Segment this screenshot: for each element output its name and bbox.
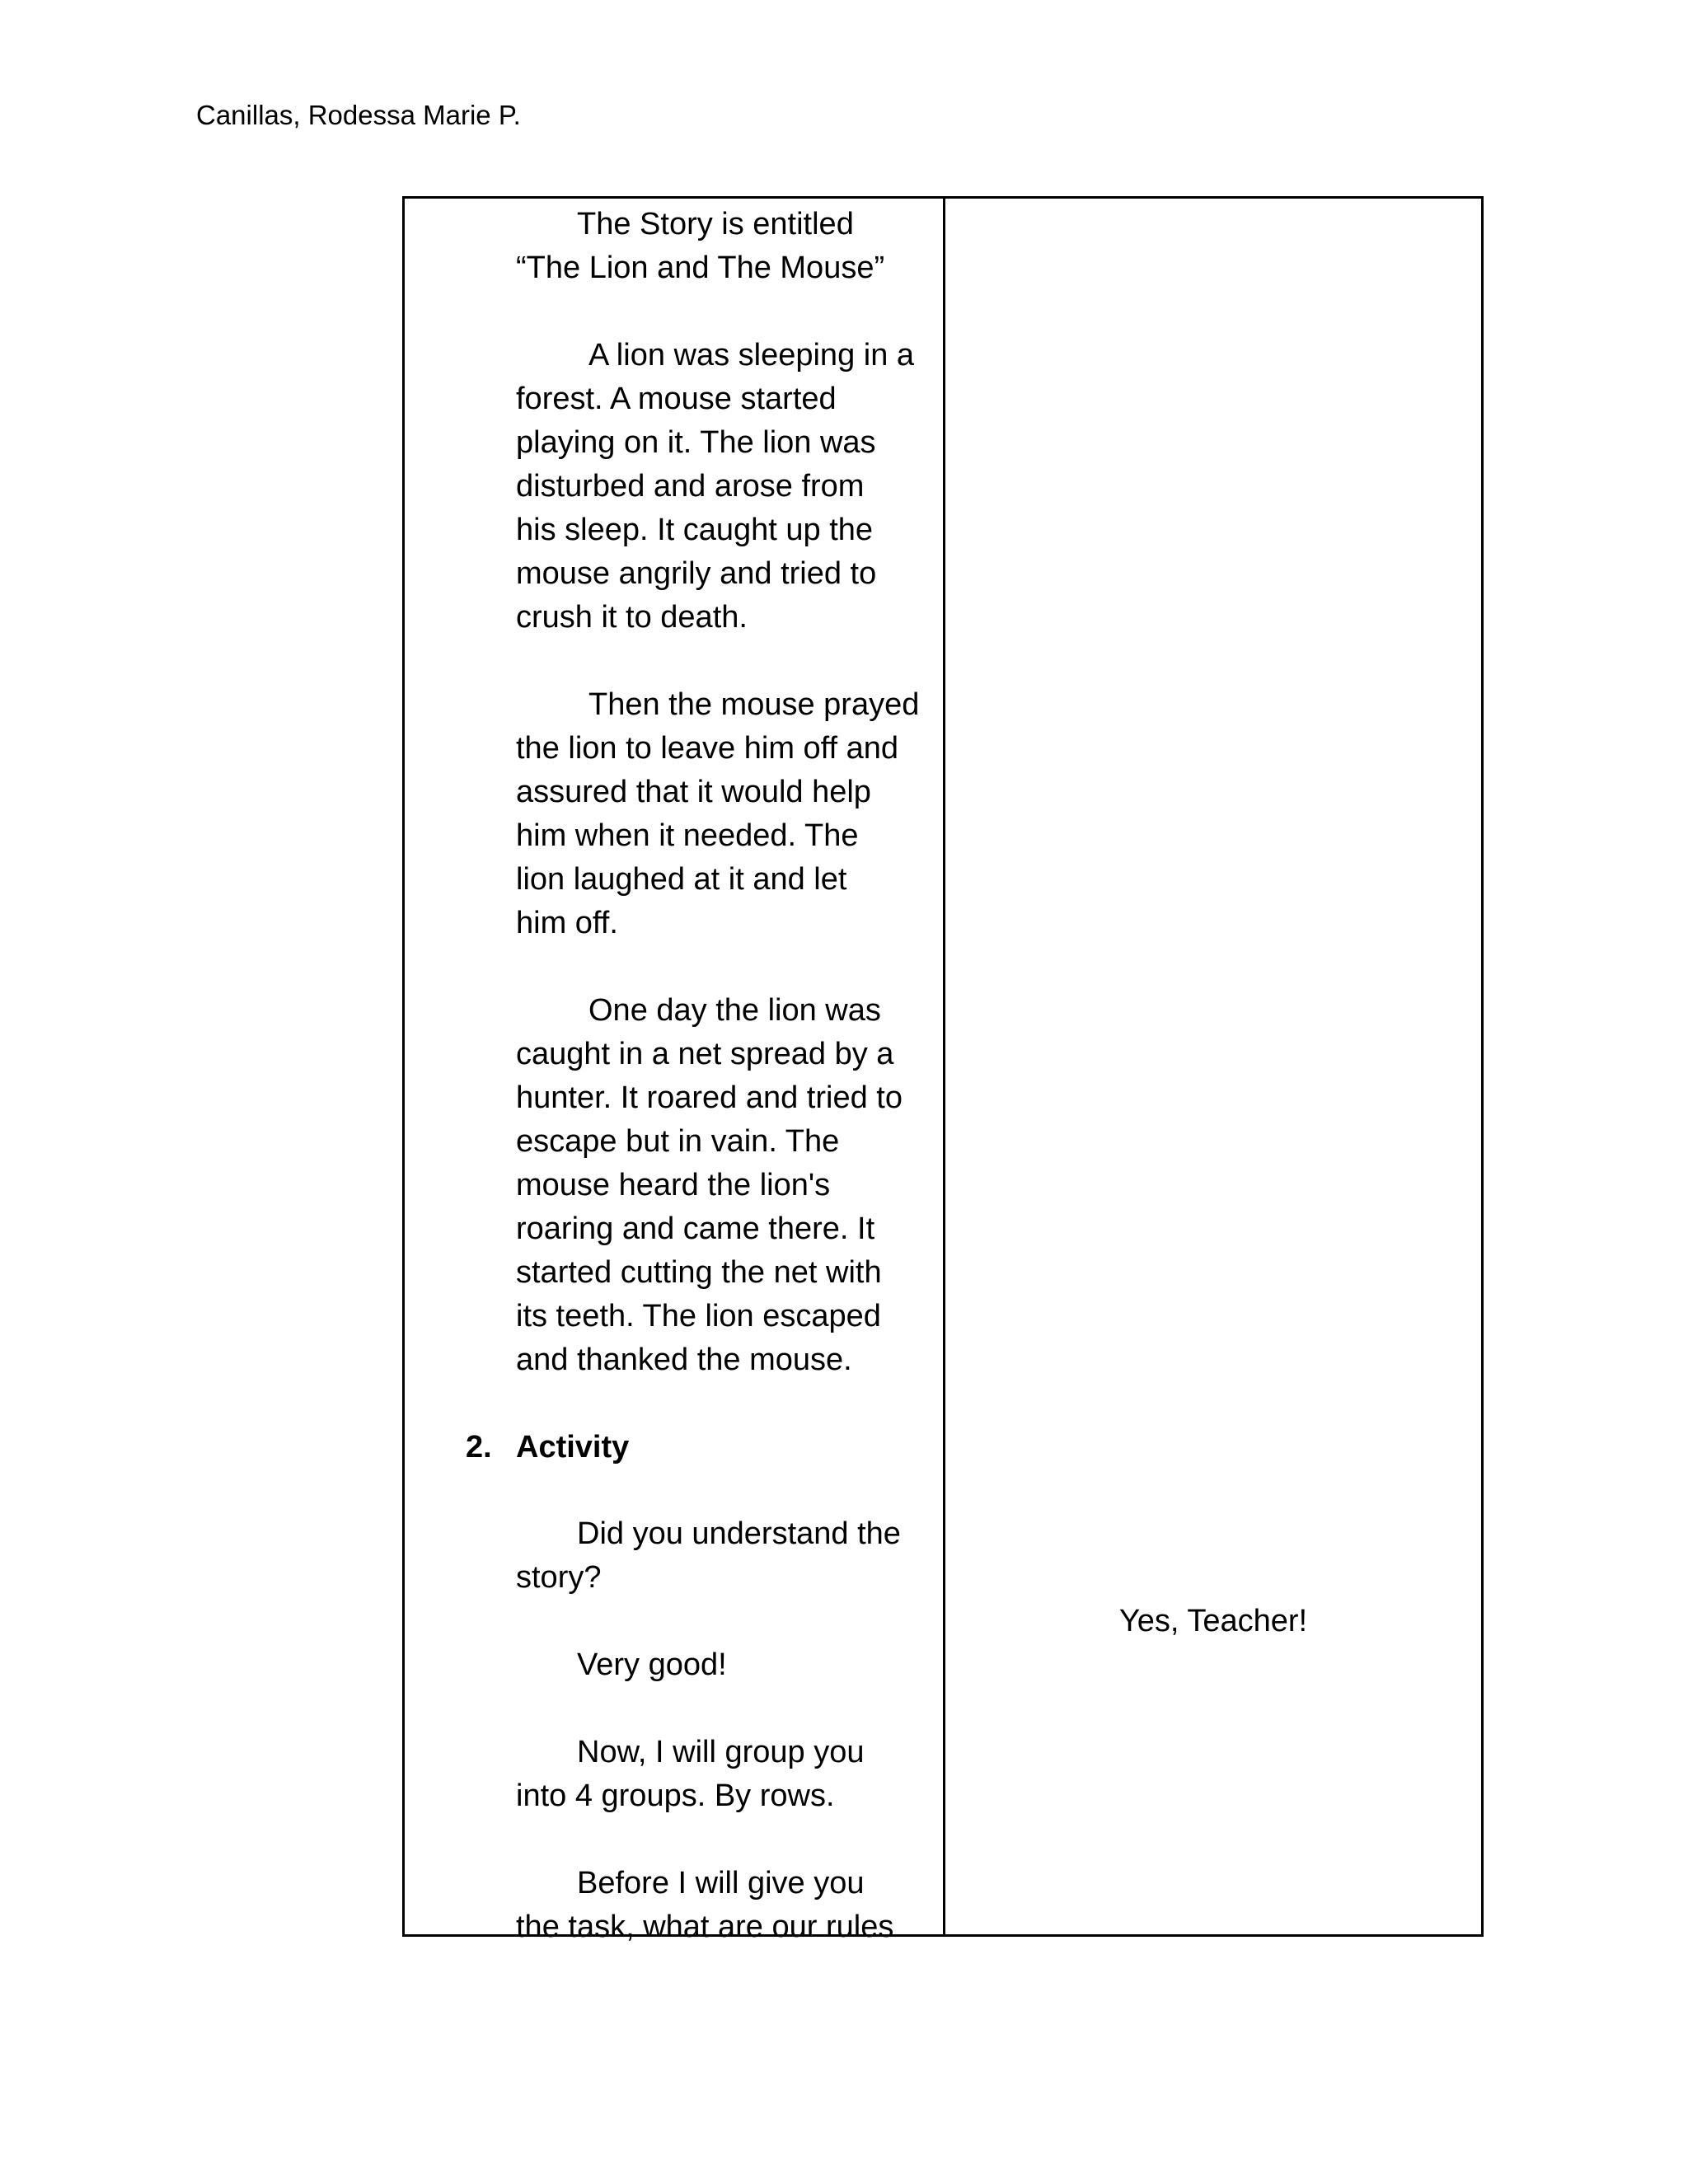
story-paragraph-1-line: mouse angrily and tried to: [516, 556, 877, 591]
story-title: “The Lion and The Mouse”: [516, 251, 885, 285]
teacher-activity-column: [466, 199, 945, 1944]
section-heading: Activity: [516, 1430, 630, 1465]
story-paragraph-2-line: the lion to leave him off and: [516, 731, 899, 766]
story-paragraph-3-line: mouse heard the lion's: [516, 1168, 831, 1202]
story-paragraph-1-line: forest. A mouse started: [516, 382, 837, 416]
lesson-plan-table: [402, 196, 1484, 1944]
story-paragraph-3-line: hunter. It roared and tried to: [516, 1080, 903, 1115]
author-name: Canillas, Rodessa Marie P.: [196, 100, 521, 130]
grouping-line: into 4 groups. By rows.: [516, 1779, 835, 1813]
story-paragraph-2-line: Then the mouse prayed: [588, 687, 920, 722]
story-paragraph-1-line: A lion was sleeping in a: [588, 338, 915, 373]
story-paragraph-1-line: his sleep. It caught up the: [516, 513, 874, 547]
story-paragraph-2-line: lion laughed at it and let: [516, 862, 847, 897]
story-paragraph-3-line: caught in a net spread by a: [516, 1037, 894, 1071]
question-line: story?: [516, 1560, 602, 1595]
story-paragraph-3-line: and thanked the mouse.: [516, 1343, 852, 1377]
story-paragraph-2-line: assured that it would help: [516, 775, 871, 809]
story-paragraph-2-line: him off.: [516, 906, 618, 940]
question-line: Did you understand the: [577, 1516, 901, 1551]
student-activity-column: [945, 199, 1481, 1934]
story-paragraph-1-line: playing on it. The lion was: [516, 425, 876, 460]
story-paragraph-3-line: its teeth. The lion escaped: [516, 1299, 881, 1333]
student-answer: Yes, Teacher!: [1118, 1604, 1308, 1638]
story-paragraph-3-line: started cutting the net with: [516, 1255, 882, 1290]
section-number: 2.: [466, 1430, 492, 1465]
rules-line: Before I will give you: [577, 1866, 865, 1900]
story-paragraph-3-line: One day the lion was: [588, 993, 881, 1028]
story-intro: The Story is entitled: [577, 207, 854, 241]
praise-line: Very good!: [577, 1647, 727, 1682]
story-paragraph-3-line: escape but in vain. The: [516, 1124, 840, 1159]
story-paragraph-3-line: roaring and came there. It: [516, 1212, 875, 1246]
rules-line: the task, what are our rules: [516, 1910, 894, 1944]
story-paragraph-2-line: him when it needed. The: [516, 818, 859, 853]
grouping-line: Now, I will group you: [577, 1735, 865, 1769]
story-paragraph-1-line: crush it to death.: [516, 600, 748, 635]
story-paragraph-1-line: disturbed and arose from: [516, 469, 865, 504]
